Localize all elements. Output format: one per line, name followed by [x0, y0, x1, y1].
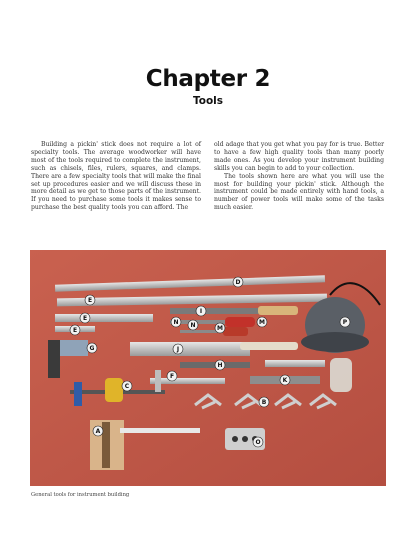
caliper-jaw — [155, 370, 161, 392]
svg-text:H: H — [217, 362, 223, 370]
svg-text:I: I — [199, 308, 203, 316]
svg-text:D: D — [235, 279, 241, 287]
screwdriver-handle — [223, 327, 248, 336]
paragraph: old adage that you get what you pay for is true. Better to have a few high quality tools than many poorly made ones. As you develop your instrument building skills you can begin to add to your collection. — [214, 141, 384, 172]
svg-text:A: A — [95, 428, 101, 436]
glass-jar — [330, 358, 352, 392]
photo-label-n — [171, 317, 181, 327]
svg-text:E: E — [87, 297, 93, 305]
svg-text:E: E — [72, 327, 78, 335]
photo-label-p — [340, 317, 350, 327]
paragraph: The tools shown here are what you will use the most for building your pickin' stick. Although the instrument could be made entirely with hand tools, a number of power tools will make some of the tasks much easier. — [214, 172, 384, 212]
text-column-left — [31, 141, 201, 212]
svg-text:P: P — [342, 319, 348, 327]
screwdriver-handle — [225, 317, 255, 327]
photo-label-g — [87, 343, 97, 353]
svg-text:B: B — [261, 399, 267, 407]
svg-text:N: N — [173, 319, 179, 327]
file — [170, 308, 260, 314]
chapter-subtitle: Tools — [192, 95, 224, 107]
photo-label-c — [122, 381, 132, 391]
caliper — [150, 378, 225, 384]
svg-text:F: F — [169, 373, 175, 381]
marking-gauge — [265, 360, 325, 367]
photo-label-e — [70, 325, 80, 335]
tools-photo — [30, 250, 386, 486]
knife-handle — [240, 342, 298, 350]
svg-text:J: J — [176, 346, 180, 354]
try-square — [60, 340, 88, 356]
photo-label-i — [196, 306, 206, 316]
photo-label-j — [173, 344, 183, 354]
chapter-title: Chapter 2 — [145, 66, 271, 92]
photo-label-m — [257, 317, 267, 327]
wood-slot — [102, 422, 110, 468]
utility-blade — [130, 342, 250, 356]
photo-label-b — [259, 397, 269, 407]
tool-hole — [232, 436, 238, 442]
svg-text:N: N — [190, 322, 196, 330]
svg-text:M: M — [217, 325, 223, 333]
paragraph: Building a pickin' stick does not require a lot of specialty tools. The average woodworker will have most of the tools required to complete the instrument, such as chisels, files, rulers, squares, and clamps. There are a few specialty tools that will make the final set up procedures easier and we will discuss these in more detail as we get to those parts of the instrument. If you need to purchase some tools it makes sense to purchase the best quality tools you can afford. The — [31, 141, 201, 212]
tools-photo-illustration — [30, 250, 386, 486]
photo-label-h — [215, 360, 225, 370]
svg-text:K: K — [282, 377, 288, 385]
photo-label-o — [253, 437, 263, 447]
photo-label-a — [93, 426, 103, 436]
try-square — [48, 340, 60, 378]
photo-caption: General tools for instrument building — [31, 492, 130, 498]
photo-label-f — [167, 371, 177, 381]
photo-label-k — [280, 375, 290, 385]
text-column-right — [214, 141, 384, 212]
straightedge — [120, 428, 200, 433]
svg-text:E: E — [82, 315, 88, 323]
svg-text:M: M — [259, 319, 265, 327]
photo-label-e — [85, 295, 95, 305]
svg-text:C: C — [124, 383, 130, 391]
photo-label-m — [215, 323, 225, 333]
svg-text:G: G — [89, 345, 95, 353]
photo-label-e — [80, 313, 90, 323]
tool-hole — [242, 436, 248, 442]
bar-clamp-pad — [74, 382, 82, 406]
router-base — [301, 332, 369, 352]
photo-label-d — [233, 277, 243, 287]
steel-ruler — [55, 314, 153, 322]
svg-text:O: O — [255, 439, 261, 447]
bar-clamp-handle — [105, 378, 123, 402]
file-handle — [258, 306, 298, 315]
photo-label-n — [188, 320, 198, 330]
